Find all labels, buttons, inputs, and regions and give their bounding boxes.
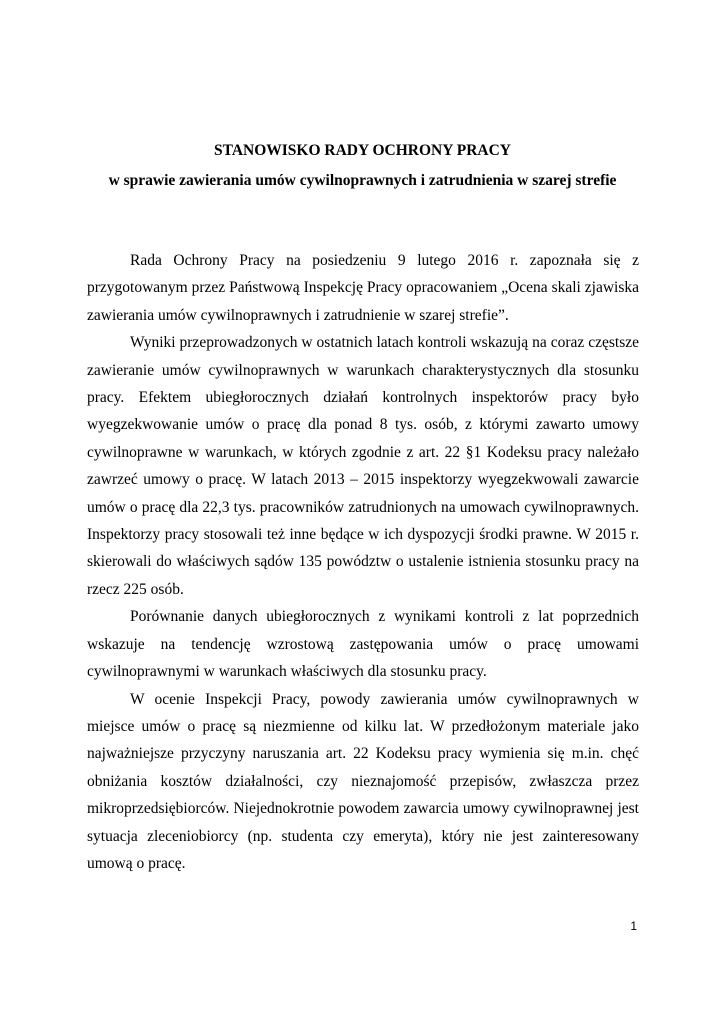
document-title: STANOWISKO RADY OCHRONY PRACY — [214, 142, 511, 159]
paragraph-1: Rada Ochrony Pracy na posiedzeniu 9 lutego 2016 r. zapoznała się z przygotowanym przez Państwową Inspekcję Pracy opracowaniem „Ocena skali zjawiska zawierania umów cywilnoprawnych i zatrudnienie w szarej strefie”. — [87, 252, 639, 324]
paragraph-3: Porównanie danych ubiegłorocznych z wynikami kontroli z lat poprzednich wskazuje na tendencję wzrostową zastępowania umów o pracę umowami cywilnoprawnymi w warunkach właściwych dla stosunku pracy. — [87, 608, 639, 681]
paragraph-2: Wyniki przeprowadzonych w ostatnich latach kontroli wskazują na coraz częstsze zawieranie umów cywilnoprawnych w warunkach charakterystycznych dla stosunku pracy. Efektem ubiegłorocznych działań kontrolnych inspektorów pracy było wyegzekwowanie umów o pracę dla ponad 8 tys. osób, z którymi zawarto umowy cywilnoprawne w warunkach, w których zgodnie z art. 22 §1 Kodeksu pracy należało zawrzeć umowy o pracę. W latach 2013 – 2015 inspektorzy wyegzekwowali zawarcie umów o pracę dla 22,3 tys. pracowników zatrudnionych na umowach cywilnoprawnych. Inspektorzy pracy stosowali też inne będące w ich dyspozycji środki prawne. W 2015 r. skierowali do właściwych sądów 135 powództw o ustalenie istnienia stosunku pracy na rzecz 225 osób. — [87, 334, 639, 598]
paragraph-4: W ocenie Inspekcji Pracy, powody zawierania umów cywilnoprawnych w miejsce umów o pracę są niezmienne od kilku lat. W przedłożonym materiale jako najważniejsze przyczyny naruszania art. 22 Kodeksu pracy wymienia się m.in. chęć obniżania kosztów działalności, czy nieznajomość przepisów, zwłaszcza przez mikroprzedsiębiorców. Niejednokrotnie powodem zawarcia umowy cywilnoprawnej jest sytuacja zleceniobiorcy (np. studenta czy emeryta), który nie jest zainteresowany umową o pracę. — [87, 690, 639, 872]
page-number: 1 — [630, 919, 637, 933]
document-body — [87, 247, 639, 877]
document-subtitle: w sprawie zawierania umów cywilnoprawnych i zatrudnienia w szarej strefie — [108, 172, 617, 189]
